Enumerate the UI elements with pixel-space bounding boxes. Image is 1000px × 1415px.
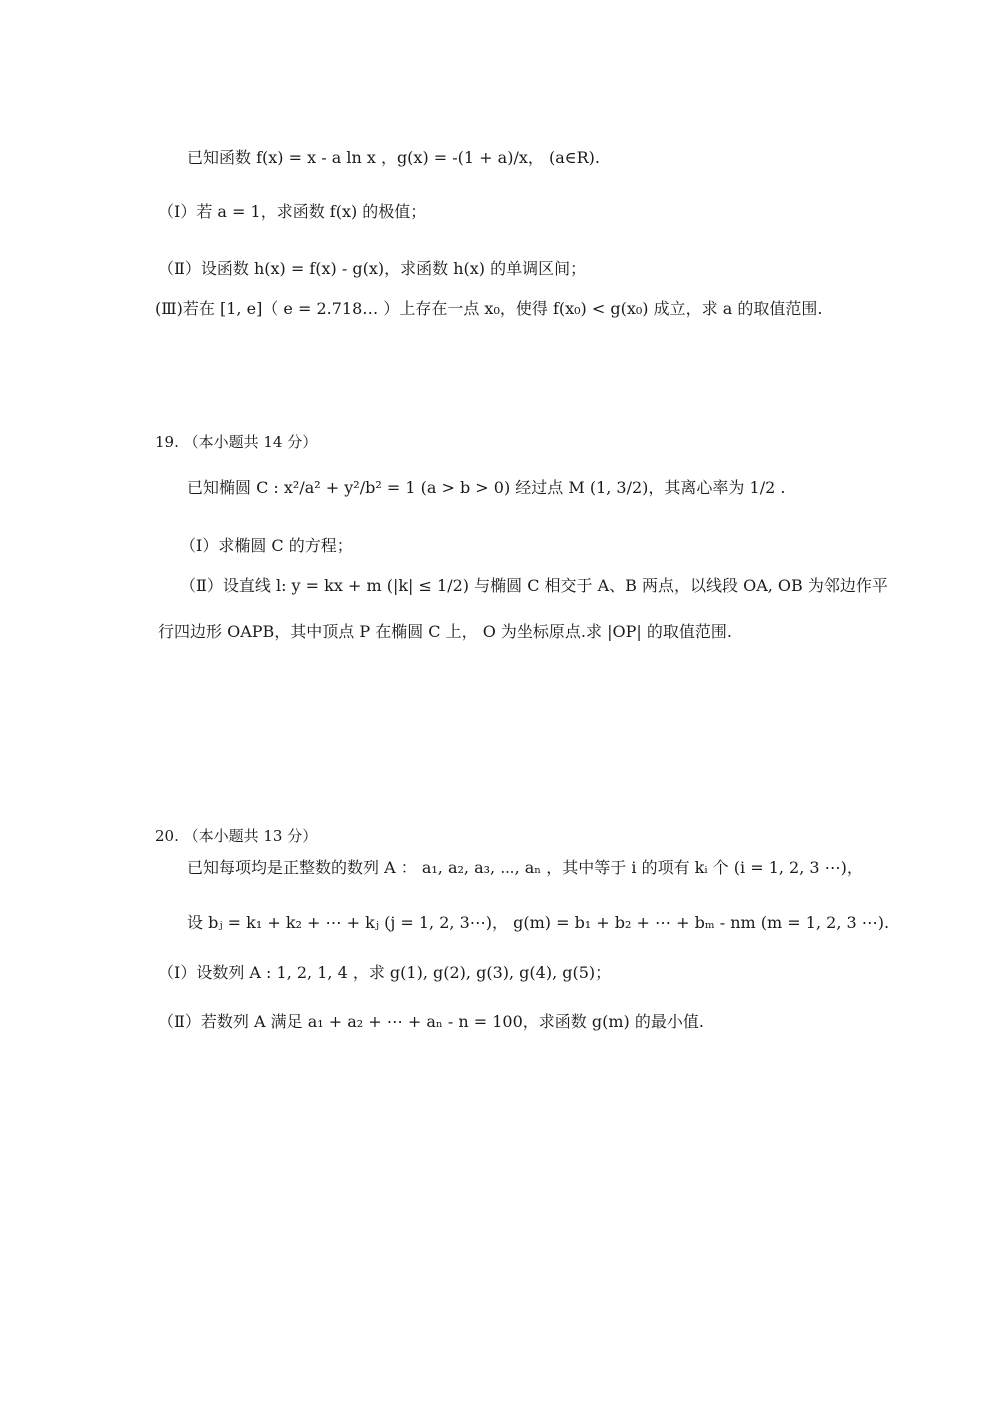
p20-part2: （Ⅱ）若数列 A 满足 a₁ + a₂ + ⋯ + aₙ - n = 100，求函数 g(m) 的最小值. bbox=[158, 1012, 704, 1031]
p19-part2-line2: 行四边形 OAPB，其中顶点 P 在椭圆 C 上， O 为坐标原点.求 |OP| 的取值范围. bbox=[158, 622, 732, 641]
p20-stem: 已知每项均是正整数的数列 A ： a₁, a₂, a₃, ⋯, aₙ ，其中等于 i 的项有 kᵢ 个 (i = 1, 2, 3 ⋯)， bbox=[187, 858, 863, 877]
p18-part2: （Ⅱ）设函数 h(x) = f(x) - g(x)，求函数 h(x) 的单调区间； bbox=[158, 259, 587, 278]
p18-part1: （Ⅰ）若 a = 1，求函数 f(x) 的极值； bbox=[158, 202, 427, 221]
p19-part1: （Ⅰ）求椭圆 C 的方程； bbox=[180, 536, 353, 555]
p18-stem: 已知函数 f(x) = x - a ln x ，g(x) = -(1 + a)/x， (a∈R). bbox=[187, 148, 600, 167]
p19-part2-line1: （Ⅱ）设直线 l: y = kx + m (|k| ≤ 1/2) 与椭圆 C 相交于 A、B 两点，以线段 OA, OB 为邻边作平 bbox=[180, 576, 888, 595]
p20-heading: 20. （本小题共 13 分） bbox=[155, 827, 318, 845]
p20-definition: 设 bⱼ = k₁ + k₂ + ⋯ + kⱼ (j = 1, 2, 3⋯)， g(m) = b₁ + b₂ + ⋯ + bₘ - nm (m = 1, 2, 3 ⋯). bbox=[187, 913, 890, 932]
p19-heading: 19. （本小题共 14 分） bbox=[155, 433, 318, 451]
p19-stem: 已知椭圆 C : x²/a² + y²/b² = 1 (a > b > 0) 经过点 M (1, 3/2)，其离心率为 1/2 . bbox=[187, 478, 786, 497]
p20-part1: （Ⅰ）设数列 A : 1, 2, 1, 4 ，求 g(1), g(2), g(3), g(4), g(5)； bbox=[158, 963, 612, 982]
p18-part3: (Ⅲ)若在 [1, e]（ e = 2.718… ）上存在一点 x₀，使得 f(x₀) < g(x₀) 成立，求 a 的取值范围. bbox=[155, 299, 823, 318]
